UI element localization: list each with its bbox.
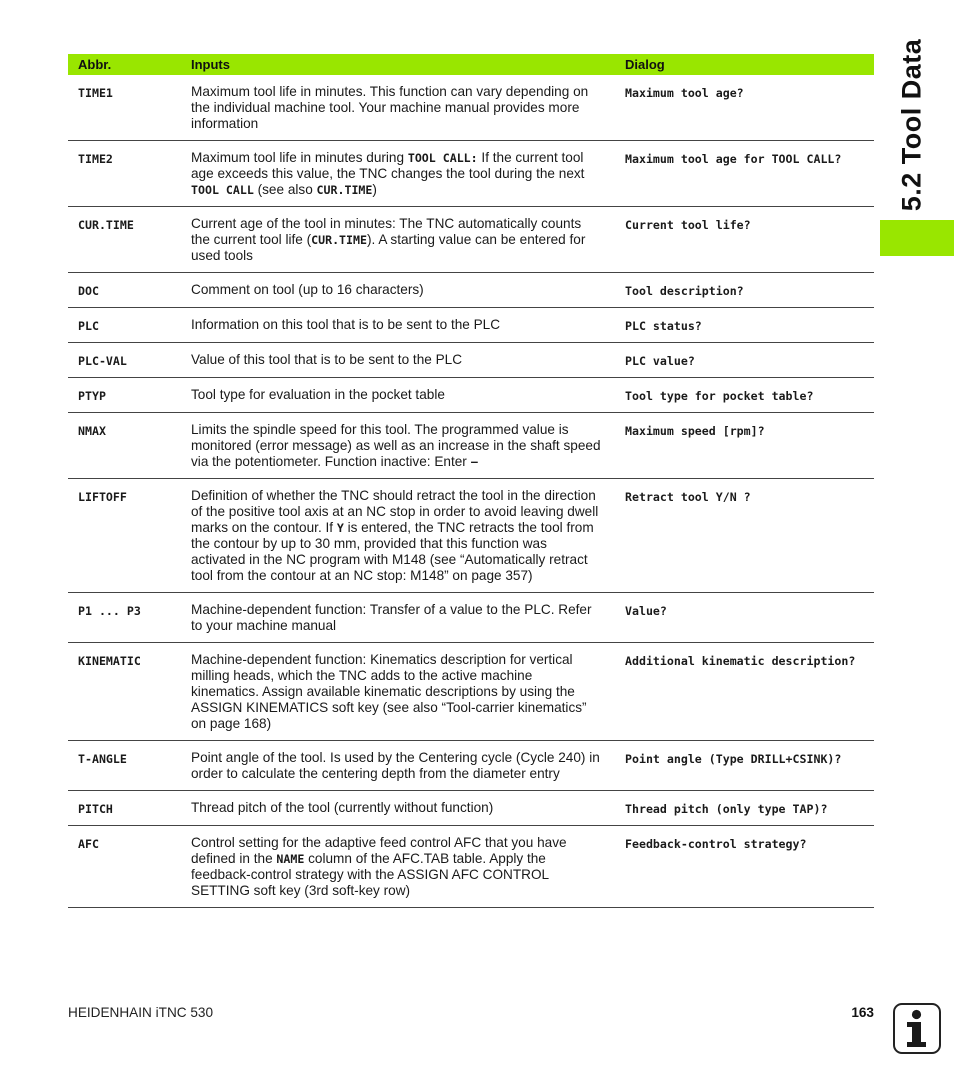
param-inputs: [181, 378, 615, 413]
param-abbr: CUR.TIME: [68, 207, 181, 273]
param-abbr: TIME2: [68, 141, 181, 207]
section-title: 5.2 Tool Data: [896, 38, 927, 212]
table-row: [68, 75, 874, 141]
param-abbr: PLC-VAL: [68, 343, 181, 378]
param-abbr: PTYP: [68, 378, 181, 413]
param-abbr: LIFTOFF: [68, 479, 181, 593]
info-icon: [893, 1003, 941, 1054]
param-inputs: [181, 741, 615, 791]
table-row: [68, 643, 874, 741]
input-text: Information on this tool that is to be sent to the PLC: [191, 317, 501, 332]
header-dialog: Dialog: [615, 54, 874, 75]
param-dialog: Point angle (Type DRILL+CSINK)?: [615, 741, 874, 791]
input-text: Comment on tool (up to 16 characters): [191, 282, 424, 297]
input-text: If the current tool age exceeds this value, the TNC changes the tool during the next: [191, 150, 585, 181]
table-row: [68, 741, 874, 791]
table-body: [68, 75, 874, 908]
param-abbr: AFC: [68, 826, 181, 908]
param-inputs: [181, 791, 615, 826]
param-dialog: Feedback-control strategy?: [615, 826, 874, 908]
input-text: –: [470, 454, 479, 469]
param-inputs: [181, 593, 615, 643]
input-text: Current age of the tool in minutes: The TNC automatically counts the current tool life (: [191, 216, 582, 247]
input-text: Machine-dependent function: Transfer of a value to the PLC. Refer to your machine manual: [191, 602, 592, 633]
param-abbr: KINEMATIC: [68, 643, 181, 741]
input-text: column of the AFC.TAB table. Apply the feedback-control strategy with the ASSIGN AFC CONTROL SETTING soft key (3rd soft-key row): [191, 851, 549, 898]
inline-code: TOOL CALL: [191, 183, 254, 197]
inline-code: CUR.TIME: [311, 233, 367, 247]
param-dialog: Tool type for pocket table?: [615, 378, 874, 413]
param-dialog: Current tool life?: [615, 207, 874, 273]
input-text: Limits the spindle speed for this tool. The programmed value is monitored (error message) as well as an increase in the shaft speed via the potentiometer. Function inactive: Enter: [191, 422, 601, 469]
table-row: [68, 791, 874, 826]
param-inputs: [181, 308, 615, 343]
section-title-vertical: [888, 30, 936, 220]
param-abbr: NMAX: [68, 413, 181, 479]
page-number: 163: [851, 1005, 874, 1020]
input-text: ). A starting value can be entered for used tools: [191, 232, 586, 263]
table-row: [68, 413, 874, 479]
table-header-row: [68, 54, 874, 75]
param-dialog: PLC value?: [615, 343, 874, 378]
input-text: Machine-dependent function: Kinematics description for vertical milling heads, which the TNC adds to the active machine kinematics. Assign available kinematic descriptions by using the ASSIGN KINEMATICS soft key (see also “Tool-carrier kinematics” on page 168): [191, 652, 587, 731]
table-row: [68, 273, 874, 308]
table-row: [68, 479, 874, 593]
input-text: is entered, the TNC retracts the tool from the contour by up to 30 mm, provided that this function was activated in the NC program with M148 (see “Automatically retract tool from the contour at an NC stop: M148” on page 357): [191, 520, 594, 583]
inline-code: CUR.TIME: [316, 183, 373, 197]
param-inputs: [181, 643, 615, 741]
table-row: [68, 378, 874, 413]
input-text: Definition of whether the TNC should retract the tool in the direction of the positive tool axis at an NC stop in order to avoid leaving dwell marks on the contour. If: [191, 488, 599, 535]
inline-code: TOOL CALL:: [407, 151, 478, 165]
table-row: [68, 207, 874, 273]
param-dialog: Additional kinematic description?: [615, 643, 874, 741]
input-text: Control setting for the adaptive feed control AFC that you have defined in the: [191, 835, 567, 866]
param-dialog: Maximum tool age?: [615, 75, 874, 141]
param-dialog: Thread pitch (only type TAP)?: [615, 791, 874, 826]
param-inputs: [181, 413, 615, 479]
param-abbr: T-ANGLE: [68, 741, 181, 791]
header-abbr: Abbr.: [68, 54, 181, 75]
input-text: Point angle of the tool. Is used by the Centering cycle (Cycle 240) in order to calculate the centering depth from the diameter entry: [191, 750, 600, 781]
param-inputs: [181, 343, 615, 378]
section-tab-marker: [880, 220, 954, 256]
table-row: [68, 308, 874, 343]
param-inputs: [181, 273, 615, 308]
param-dialog: Maximum tool age for TOOL CALL?: [615, 141, 874, 207]
table-row: [68, 826, 874, 908]
input-text: (see also: [253, 182, 317, 197]
input-text: Maximum tool life in minutes. This function can vary depending on the individual machine tool. Your machine manual provides more information: [191, 84, 589, 131]
input-text: Maximum tool life in minutes during: [191, 150, 408, 165]
table-row: [68, 141, 874, 207]
param-abbr: P1 ... P3: [68, 593, 181, 643]
param-inputs: [181, 75, 615, 141]
param-inputs: [181, 826, 615, 908]
param-dialog: PLC status?: [615, 308, 874, 343]
param-abbr: DOC: [68, 273, 181, 308]
param-dialog: Value?: [615, 593, 874, 643]
input-text: Thread pitch of the tool (currently without function): [191, 800, 494, 815]
param-dialog: Maximum speed [rpm]?: [615, 413, 874, 479]
param-inputs: [181, 207, 615, 273]
header-inputs: Inputs: [181, 54, 615, 75]
param-abbr: TIME1: [68, 75, 181, 141]
inline-code: Y: [336, 521, 344, 535]
param-inputs: [181, 479, 615, 593]
footer-product-name: HEIDENHAIN iTNC 530: [68, 1005, 214, 1020]
param-abbr: PLC: [68, 308, 181, 343]
param-dialog: Tool description?: [615, 273, 874, 308]
table-row: [68, 343, 874, 378]
tool-parameters-table: [68, 54, 874, 908]
inline-code: NAME: [276, 852, 305, 866]
input-text: Value of this tool that is to be sent to the PLC: [191, 352, 463, 367]
param-abbr: PITCH: [68, 791, 181, 826]
input-text: Tool type for evaluation in the pocket table: [191, 387, 445, 402]
table-row: [68, 593, 874, 643]
param-dialog: Retract tool Y/N ?: [615, 479, 874, 593]
param-inputs: [181, 141, 615, 207]
input-text: ): [372, 182, 377, 197]
